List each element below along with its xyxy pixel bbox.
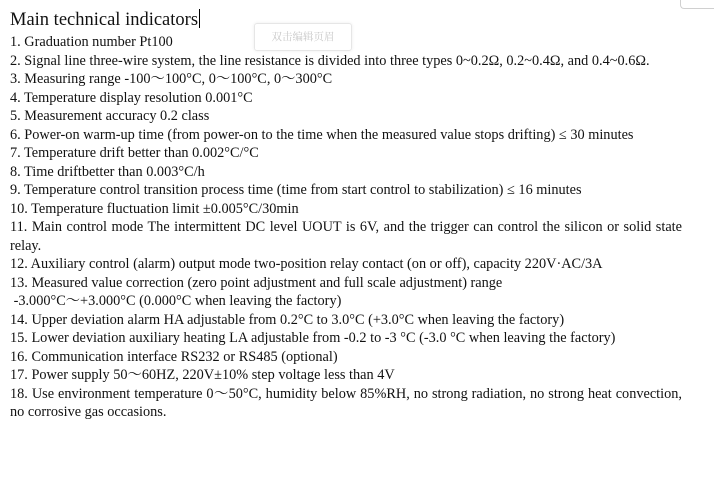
spec-item-13: 13. Measured value correction (zero point adjustment and full scale adjustment) range — [10, 274, 503, 291]
spec-item-17: 17. Power supply 50～60HZ, 220V±10% step voltage less than 4V — [10, 367, 395, 383]
text-cursor — [199, 9, 200, 28]
spec-item-10: 10. Temperature fluctuation limit ±0.005°C/30min — [10, 200, 299, 217]
spec-item-13-range: -3.000°C～+3.000°C (0.000°C when leaving the factory) — [10, 293, 342, 309]
header-corner-mark — [680, 0, 714, 9]
spec-item-15: 15. Lower deviation auxiliary heating LA adjustable from -0.2 to -3 °C (-3.0 °C when leaving the factory) — [10, 330, 616, 346]
spec-item-3: 3. Measuring range -100～100°C, 0～100°C, 0～300°C — [10, 71, 333, 87]
spec-item-12: 12. Auxiliary control (alarm) output mode two-position relay contact (on or off), capacity 220V·AC/3A — [10, 256, 603, 272]
spec-item-14: 14. Upper deviation alarm HA adjustable from 0.2°C to 3.0°C (+3.0°C when leaving the factory) — [10, 311, 565, 328]
spec-item-6: 6. Power-on warm-up time (from power-on to the time when the measured value stops drifting) ≤ 30 minutes — [10, 126, 634, 143]
spec-item-16: 16. Communication interface RS232 or RS485 (optional) — [10, 348, 338, 365]
spec-item-7: 7. Temperature drift better than 0.002°C/°C — [10, 145, 259, 161]
document-body — [10, 8, 682, 422]
spec-item-4: 4. Temperature display resolution 0.001°C — [10, 89, 253, 106]
spec-item-1: 1. Graduation number Pt100 — [10, 34, 173, 50]
document-title: Main technical indicators — [10, 10, 199, 30]
edit-header-hint[interactable]: 双击编辑页眉 — [254, 23, 352, 51]
spec-item-2: 2. Signal line three-wire system, the line resistance is divided into three types 0~0.2Ω, 0.2~0.4Ω, and 0.4~0.6Ω. — [10, 52, 650, 69]
spec-item-5: 5. Measurement accuracy 0.2 class — [10, 108, 210, 124]
spec-item-8: 8. Time driftbetter than 0.003°C/h — [10, 163, 205, 180]
spec-item-11: 11. Main control mode The intermittent DC level UOUT is 6V, and the trigger can control the silicon or solid state relay. — [10, 219, 682, 254]
spec-item-18: 18. Use environment temperature 0～50°C, humidity below 85%RH, no strong radiation, no strong heat convection, no corrosive gas occasions. — [10, 385, 682, 420]
spec-item-9: 9. Temperature control transition process time (time from start control to stabilization) ≤ 16 minutes — [10, 182, 582, 198]
